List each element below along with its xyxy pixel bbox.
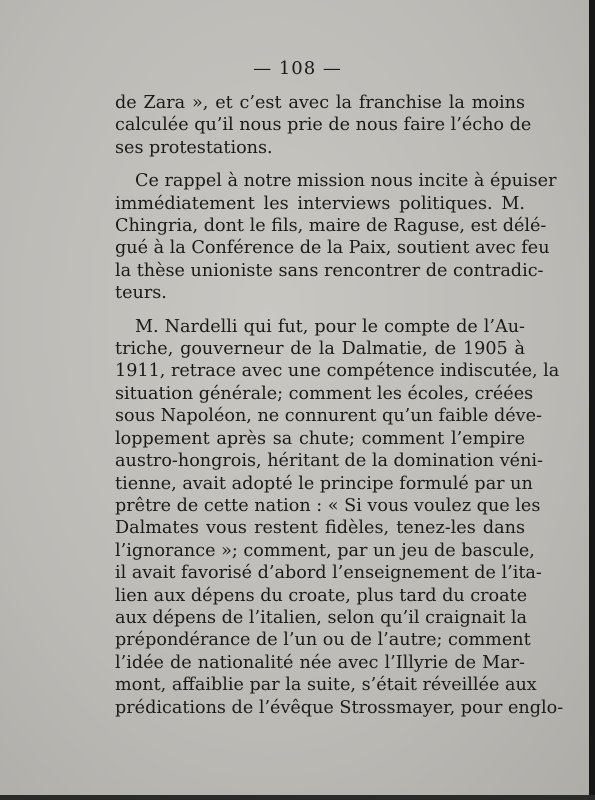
text-line: 1911, retrace avec une compétence indiscutée, la — [115, 361, 560, 382]
text-line: sous Napoléon, ne connurent qu’un faible déve- — [115, 406, 542, 427]
text-line: situation générale; comment les écoles, créées — [115, 383, 534, 404]
text-line: Dalmates vous restent fidèles, tenez-les dans — [115, 518, 525, 539]
text-line: prêtre de cette nation : « Si vous voulez que les — [115, 495, 541, 516]
text-line: Chingria, dont le fils, maire de Raguse, est délé- — [115, 216, 547, 237]
text-line: immédiatement les interviews politiques. M. — [115, 193, 525, 214]
text-line: lien aux dépens du croate, plus tard du croate — [115, 585, 528, 606]
text-line: tienne, avait adopté le principe formulé par un — [115, 473, 533, 494]
text-line: il avait favorisé d’abord l’enseignement de l’ita- — [115, 563, 542, 584]
text-line: mont, affaiblie par la suite, s’était réveillée aux — [115, 675, 537, 696]
page-number: — 108 — — [253, 58, 342, 79]
text-line: prédications de l’évêque Strossmayer, pour englo- — [115, 697, 564, 718]
body-text — [115, 92, 564, 719]
text-line: teurs. — [115, 283, 167, 304]
text-line: l’idée de nationalité née avec l’Illyrie de Mar- — [115, 652, 525, 673]
text-line: M. Nardelli qui fut, pour le compte de l’Au- — [135, 316, 525, 337]
paragraph — [115, 92, 532, 159]
text-line: triche, gouverneur de la Dalmatie, de 1905 à — [115, 339, 525, 360]
paragraph — [115, 170, 557, 304]
text-line: prépondérance de l’un ou de l’autre; comment — [115, 630, 531, 651]
text-line: Ce rappel à notre mission nous incite à épuiser — [135, 171, 557, 192]
text-line: la thèse unioniste sans rencontrer de contradic- — [115, 260, 544, 281]
text-line: loppement après sa chute; comment l’empire — [115, 428, 525, 449]
text-line: austro-hongrois, héritant de la domination véni- — [115, 451, 543, 472]
paragraph — [115, 316, 564, 719]
text-line: aux dépens de l’italien, selon qu’il craignait la — [115, 607, 527, 628]
text-line: calculée qu’il nous prie de nous faire l’écho de — [115, 115, 532, 136]
text-line: ses protestations. — [115, 137, 273, 158]
scan-edge-bottom — [0, 795, 595, 800]
text-line: gué à la Conférence de la Paix, soutient avec feu — [115, 238, 550, 259]
text-line: de Zara », et c’est avec la franchise la moins — [115, 93, 525, 113]
text-line: l’ignorance »; comment, par un jeu de bascule, — [115, 540, 535, 561]
scan-edge-right — [589, 0, 595, 800]
